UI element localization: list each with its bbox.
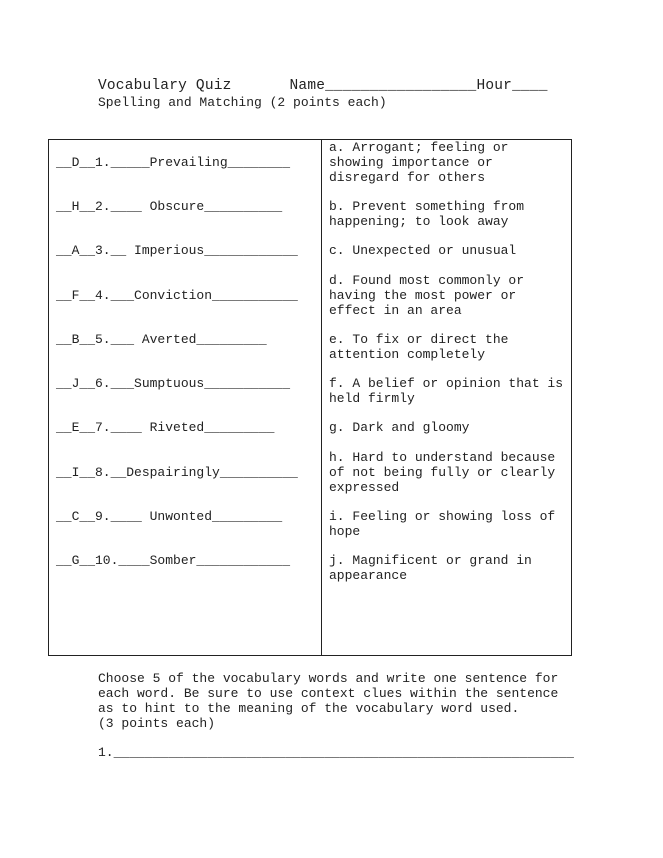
instructions-points: (3 points each) [98, 716, 216, 731]
answer-item-6[interactable]: __J__6.___Sumptuous___________ [56, 376, 291, 391]
definition-g: g. Dark and gloomy [329, 420, 470, 435]
definition-d: d. Found most commonly or having the most power or effect in an area [329, 273, 525, 318]
answer-item-4[interactable]: __F__4.___Conviction___________ [56, 288, 298, 303]
sentence-line-1[interactable]: 1.___________________________________________________________ [98, 745, 574, 760]
answer-item-5[interactable]: __B__5.___ Averted_________ [56, 332, 267, 347]
answer-item-7[interactable]: __E__7.____ Riveted_________ [56, 420, 275, 435]
answer-item-3[interactable]: __A__3.__ Imperious____________ [56, 243, 298, 258]
definition-j: j. Magnificent or grand in appearance [329, 553, 532, 583]
answer-item-9[interactable]: __C__9.____ Unwonted_________ [56, 509, 283, 524]
matching-table [48, 139, 572, 656]
instructions-text: Choose 5 of the vocabulary words and write one sentence for each word. Be sure to use context clues within the sentence as to hint to the meaning of the vocabulary word used. [98, 671, 559, 716]
quiz-subtitle: Spelling and Matching (2 points each) [98, 95, 387, 110]
definition-f: f. A belief or opinion that is held firmly [329, 376, 564, 406]
answer-item-1[interactable]: __D__1._____Prevailing________ [56, 155, 291, 170]
quiz-title-line [98, 78, 548, 94]
definition-a: a. Arrogant; feeling or showing importance or disregard for others [329, 140, 509, 185]
definition-b: b. Prevent something from happening; to look away [329, 199, 525, 229]
sentence-instructions [98, 671, 568, 731]
definition-e: e. To fix or direct the attention completely [329, 332, 509, 362]
definition-h: h. Hard to understand because of not being fully or clearly expressed [329, 450, 556, 495]
definition-i: i. Feeling or showing loss of hope [329, 509, 556, 539]
quiz-title: Vocabulary Quiz [98, 78, 232, 94]
definition-c: c. Unexpected or unusual [329, 243, 517, 258]
answer-item-8[interactable]: __I__8.__Despairingly__________ [56, 465, 298, 480]
answer-item-2[interactable]: __H__2.____ Obscure__________ [56, 199, 283, 214]
answer-item-10[interactable]: __G__10.____Somber____________ [56, 553, 291, 568]
table-divider [321, 140, 322, 655]
name-hour-field[interactable]: Name_________________Hour____ [289, 78, 548, 94]
